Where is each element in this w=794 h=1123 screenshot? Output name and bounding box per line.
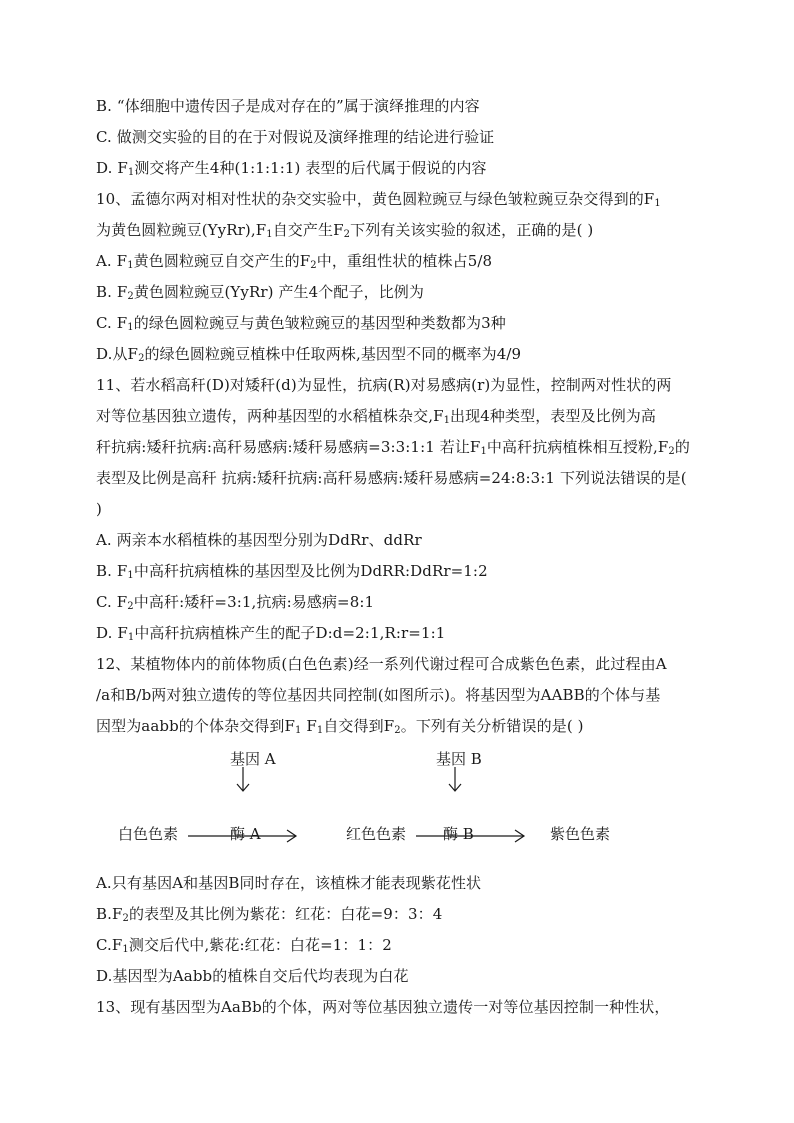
option-11a: A. 两亲本水稻植株的基因型分别为DdRr、ddRr bbox=[96, 531, 422, 549]
gene-b-down-arrow bbox=[448, 767, 462, 793]
option-12d: D.基因型为Aabb的植株自交后代均表现为白花 bbox=[96, 967, 409, 985]
enzyme-a-right-arrow bbox=[188, 827, 300, 843]
enzyme-b-right-arrow bbox=[416, 827, 528, 843]
option-12c: $C.F_1$测交后代中,紫花:红花：白花=1：1：2 bbox=[96, 936, 392, 955]
question-12-line-1: 12、某植物体内的前体物质(白色色素)经一系列代谢过程可合成紫色色素，此过程由A bbox=[96, 655, 667, 673]
gene-a-down-arrow bbox=[236, 767, 250, 793]
question-12-line-2: /a和B/b两对独立遗传的等位基因共同控制(如图所示)。将基因型为AABB的个体与基 bbox=[96, 686, 661, 704]
option-9c: C. 做测交实验的目的在于对假说及演绎推理的结论进行验证 bbox=[96, 128, 495, 146]
option-11d: D. $F_1$中高秆抗病植株产生的配子D:d=2:1,R:r=1:1 bbox=[96, 624, 446, 643]
enzyme-a-label: 酶 A bbox=[230, 825, 261, 843]
option-11c: C. $F_2$中高秆:矮秆=3:1,抗病:易感病=8:1 bbox=[96, 593, 375, 612]
question-11-line-3: 秆抗病:矮秆抗病:高秆易感病:矮秆易感病=3:3:1:1 若让$F_1$中高秆抗病植株相互授粉$,F_2$的 bbox=[96, 438, 690, 457]
gene-b-label: 基因 B bbox=[436, 750, 482, 768]
option-12a: A.只有基因A和基因B同时存在，该植株才能表现紫花性状 bbox=[96, 874, 482, 892]
option-10b: B. $F_2$黄色圆粒豌豆(YyRr) 产生4个配子，比例为 bbox=[96, 283, 425, 302]
option-12b: $B.F_2$的表型及其比例为紫花：红花：白花=9：3：4 bbox=[96, 905, 443, 924]
option-10a: A. $F_1$黄色圆粒豌豆自交产生的$F_2$中，重组性状的植株占5/8 bbox=[96, 252, 493, 271]
option-9b: B. “体细胞中遗传因子是成对存在的”属于演绎推理的内容 bbox=[96, 97, 480, 115]
option-11b: B. $F_1$中高秆抗病植株的基因型及比例为DdRR:DdRr=1:2 bbox=[96, 562, 488, 581]
question-11-line-4: 表型及比例是高秆 抗病:矮秆抗病:高秆易感病:矮秆易感病=24:8:3:1 下列说法错误的是( bbox=[96, 469, 687, 487]
question-10-line-2: 为黄色圆粒豌豆$(YyRr),F_1$自交产生$F_2$下列有关该实验的叙述，正确的是( ) bbox=[96, 221, 594, 240]
question-11-line-2: 对等位基因独立遗传，两种基因型的水稻植株杂交$,F_1$出现4种类型，表型及比例为高 bbox=[96, 407, 656, 426]
gene-a-label: 基因 A bbox=[230, 750, 276, 768]
purple-pigment-label: 紫色色素 bbox=[550, 825, 611, 843]
option-10d: D.从$F_2$的绿色圆粒豌豆植株中任取两株,基因型不同的概率为4/9 bbox=[96, 345, 522, 364]
enzyme-b-label: 酶 B bbox=[443, 825, 474, 843]
option-9d: D. $F_1$测交将产生4种(1:1:1:1) 表型的后代属于假说的内容 bbox=[96, 159, 487, 178]
option-10c: C. $F_1$的绿色圆粒豌豆与黄色皱粒豌豆的基因型种类数都为3种 bbox=[96, 314, 506, 333]
pigment-pathway-diagram bbox=[110, 745, 650, 855]
question-10-line-1: 10、孟德尔两对相对性状的杂交实验中，黄色圆粒豌豆与绿色皱粒豌豆杂交得到的$F_1$ bbox=[96, 190, 661, 209]
question-12-line-3: 因型为aabb的个体杂交得到$F_1$ $F_1$自交得到$F_2$。下列有关分析错误的是( ) bbox=[96, 717, 584, 736]
red-pigment-label: 红色色素 bbox=[346, 825, 407, 843]
question-13-line-1: 13、现有基因型为AaBb的个体，两对等位基因独立遗传一对等位基因控制一种性状， bbox=[96, 998, 670, 1016]
question-11-line-1: 11、若水稻高秆(D)对矮秆(d)为显性，抗病(R)对易感病(r)为显性，控制两对性状的两 bbox=[96, 376, 672, 394]
question-11-line-5: ) bbox=[96, 500, 102, 518]
white-pigment-label: 白色色素 bbox=[118, 825, 179, 843]
